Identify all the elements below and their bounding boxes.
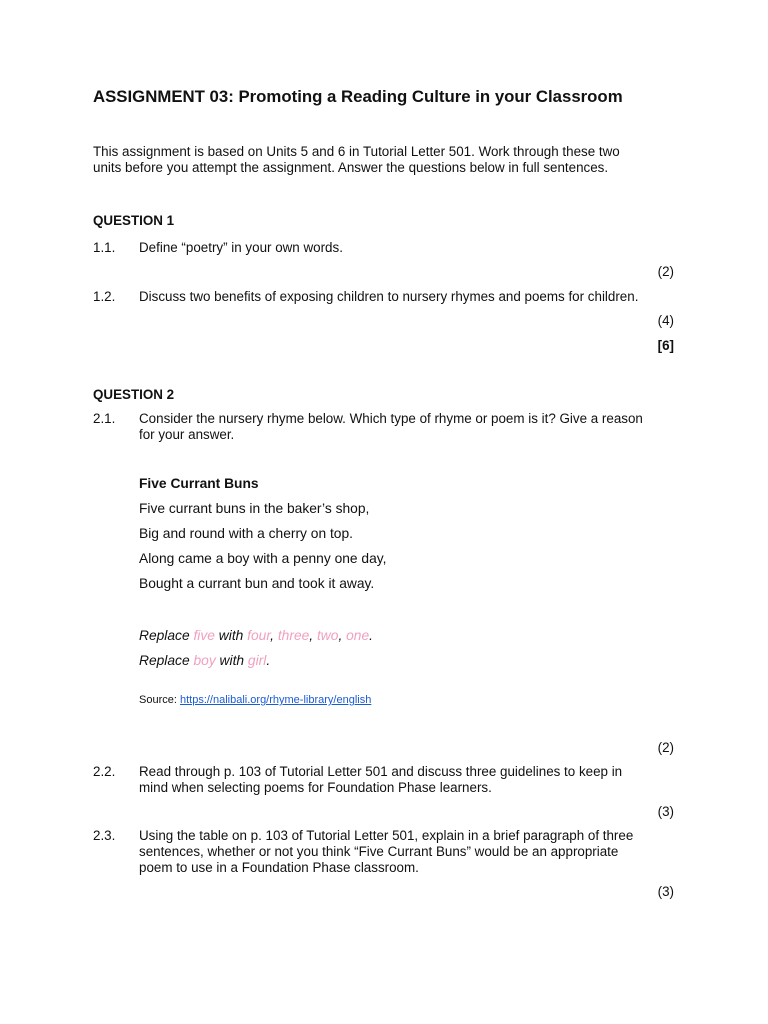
question-text-line: Read through p. 103 of Tutorial Letter 501 and discuss three guidelines to keep in — [139, 764, 623, 779]
question-text: Define “poetry” in your own words. — [139, 240, 343, 255]
replace-prefix: Replace — [139, 628, 194, 643]
poem-title: Five Currant Buns — [139, 476, 259, 491]
separator: , — [338, 628, 347, 643]
question-total: [6] — [657, 338, 674, 353]
replacement-word: one — [346, 628, 370, 643]
page-title: ASSIGNMENT 03: Promoting a Reading Culture in your Classroom — [93, 87, 623, 106]
question-number: 2.2. — [93, 764, 116, 779]
question-text — [139, 828, 684, 876]
question-text — [139, 764, 684, 796]
poem-line: Along came a boy with a penny one day, — [139, 551, 387, 566]
mark-allocation: (4) — [657, 313, 674, 328]
source-label: Source: — [139, 694, 180, 706]
mark-allocation: (2) — [657, 264, 674, 279]
replace-with: with — [215, 653, 248, 668]
mark-allocation: (2) — [657, 740, 674, 755]
end-punctuation: . — [369, 628, 373, 643]
question-1-heading: QUESTION 1 — [93, 213, 175, 228]
end-punctuation: . — [266, 653, 271, 668]
question-number: 2.3. — [93, 828, 116, 843]
question-text: Discuss two benefits of exposing children to nursery rhymes and poems for children. — [139, 289, 639, 304]
poem-line: Bought a currant bun and took it away. — [139, 576, 375, 591]
replace-prefix: Replace — [139, 653, 194, 668]
question-text-line: Using the table on p. 103 of Tutorial Letter 501, explain in a brief paragraph of three — [139, 828, 634, 843]
poem-line: Big and round with a cherry on top. — [139, 526, 353, 541]
replace-instruction — [139, 653, 270, 669]
replace-with: with — [214, 628, 248, 643]
replacement-word: girl — [247, 653, 267, 668]
question-text-line: Consider the nursery rhyme below. Which type of rhyme or poem is it? Give a reason — [139, 411, 643, 426]
source-citation — [139, 692, 371, 708]
separator: , — [270, 628, 278, 643]
question-text-line: mind when selecting poems for Foundation Phase learners. — [139, 780, 492, 795]
question-number: 2.1. — [93, 411, 116, 426]
question-text — [139, 411, 684, 443]
replaced-word: boy — [193, 653, 216, 668]
poem — [139, 476, 386, 601]
mark-allocation: (3) — [657, 804, 674, 819]
question-text-line: sentences, whether or not you think “Five Currant Buns” would be an appropriate — [139, 844, 619, 859]
mark-allocation: (3) — [657, 884, 674, 899]
intro-line: units before you attempt the assignment. Answer the questions below in full sentences. — [93, 160, 609, 175]
source-link[interactable]: https://nalibali.org/rhyme-library/english — [179, 694, 372, 706]
intro-paragraph — [93, 144, 693, 176]
replaced-word: five — [193, 628, 215, 643]
replace-instruction — [139, 628, 373, 644]
question-text-line: poem to use in a Foundation Phase classroom. — [139, 860, 419, 875]
question-2-heading: QUESTION 2 — [93, 387, 175, 402]
question-number: 1.1. — [93, 240, 116, 255]
question-number: 1.2. — [93, 289, 116, 304]
question-text-line: for your answer. — [139, 427, 235, 442]
separator: , — [309, 628, 317, 643]
intro-line: This assignment is based on Units 5 and 6 in Tutorial Letter 501. Work through these two — [93, 144, 620, 159]
replacement-word: two — [316, 628, 339, 643]
replacement-word: four — [247, 628, 271, 643]
poem-line: Five currant buns in the baker’s shop, — [139, 501, 370, 516]
replacement-word: three — [277, 628, 310, 643]
